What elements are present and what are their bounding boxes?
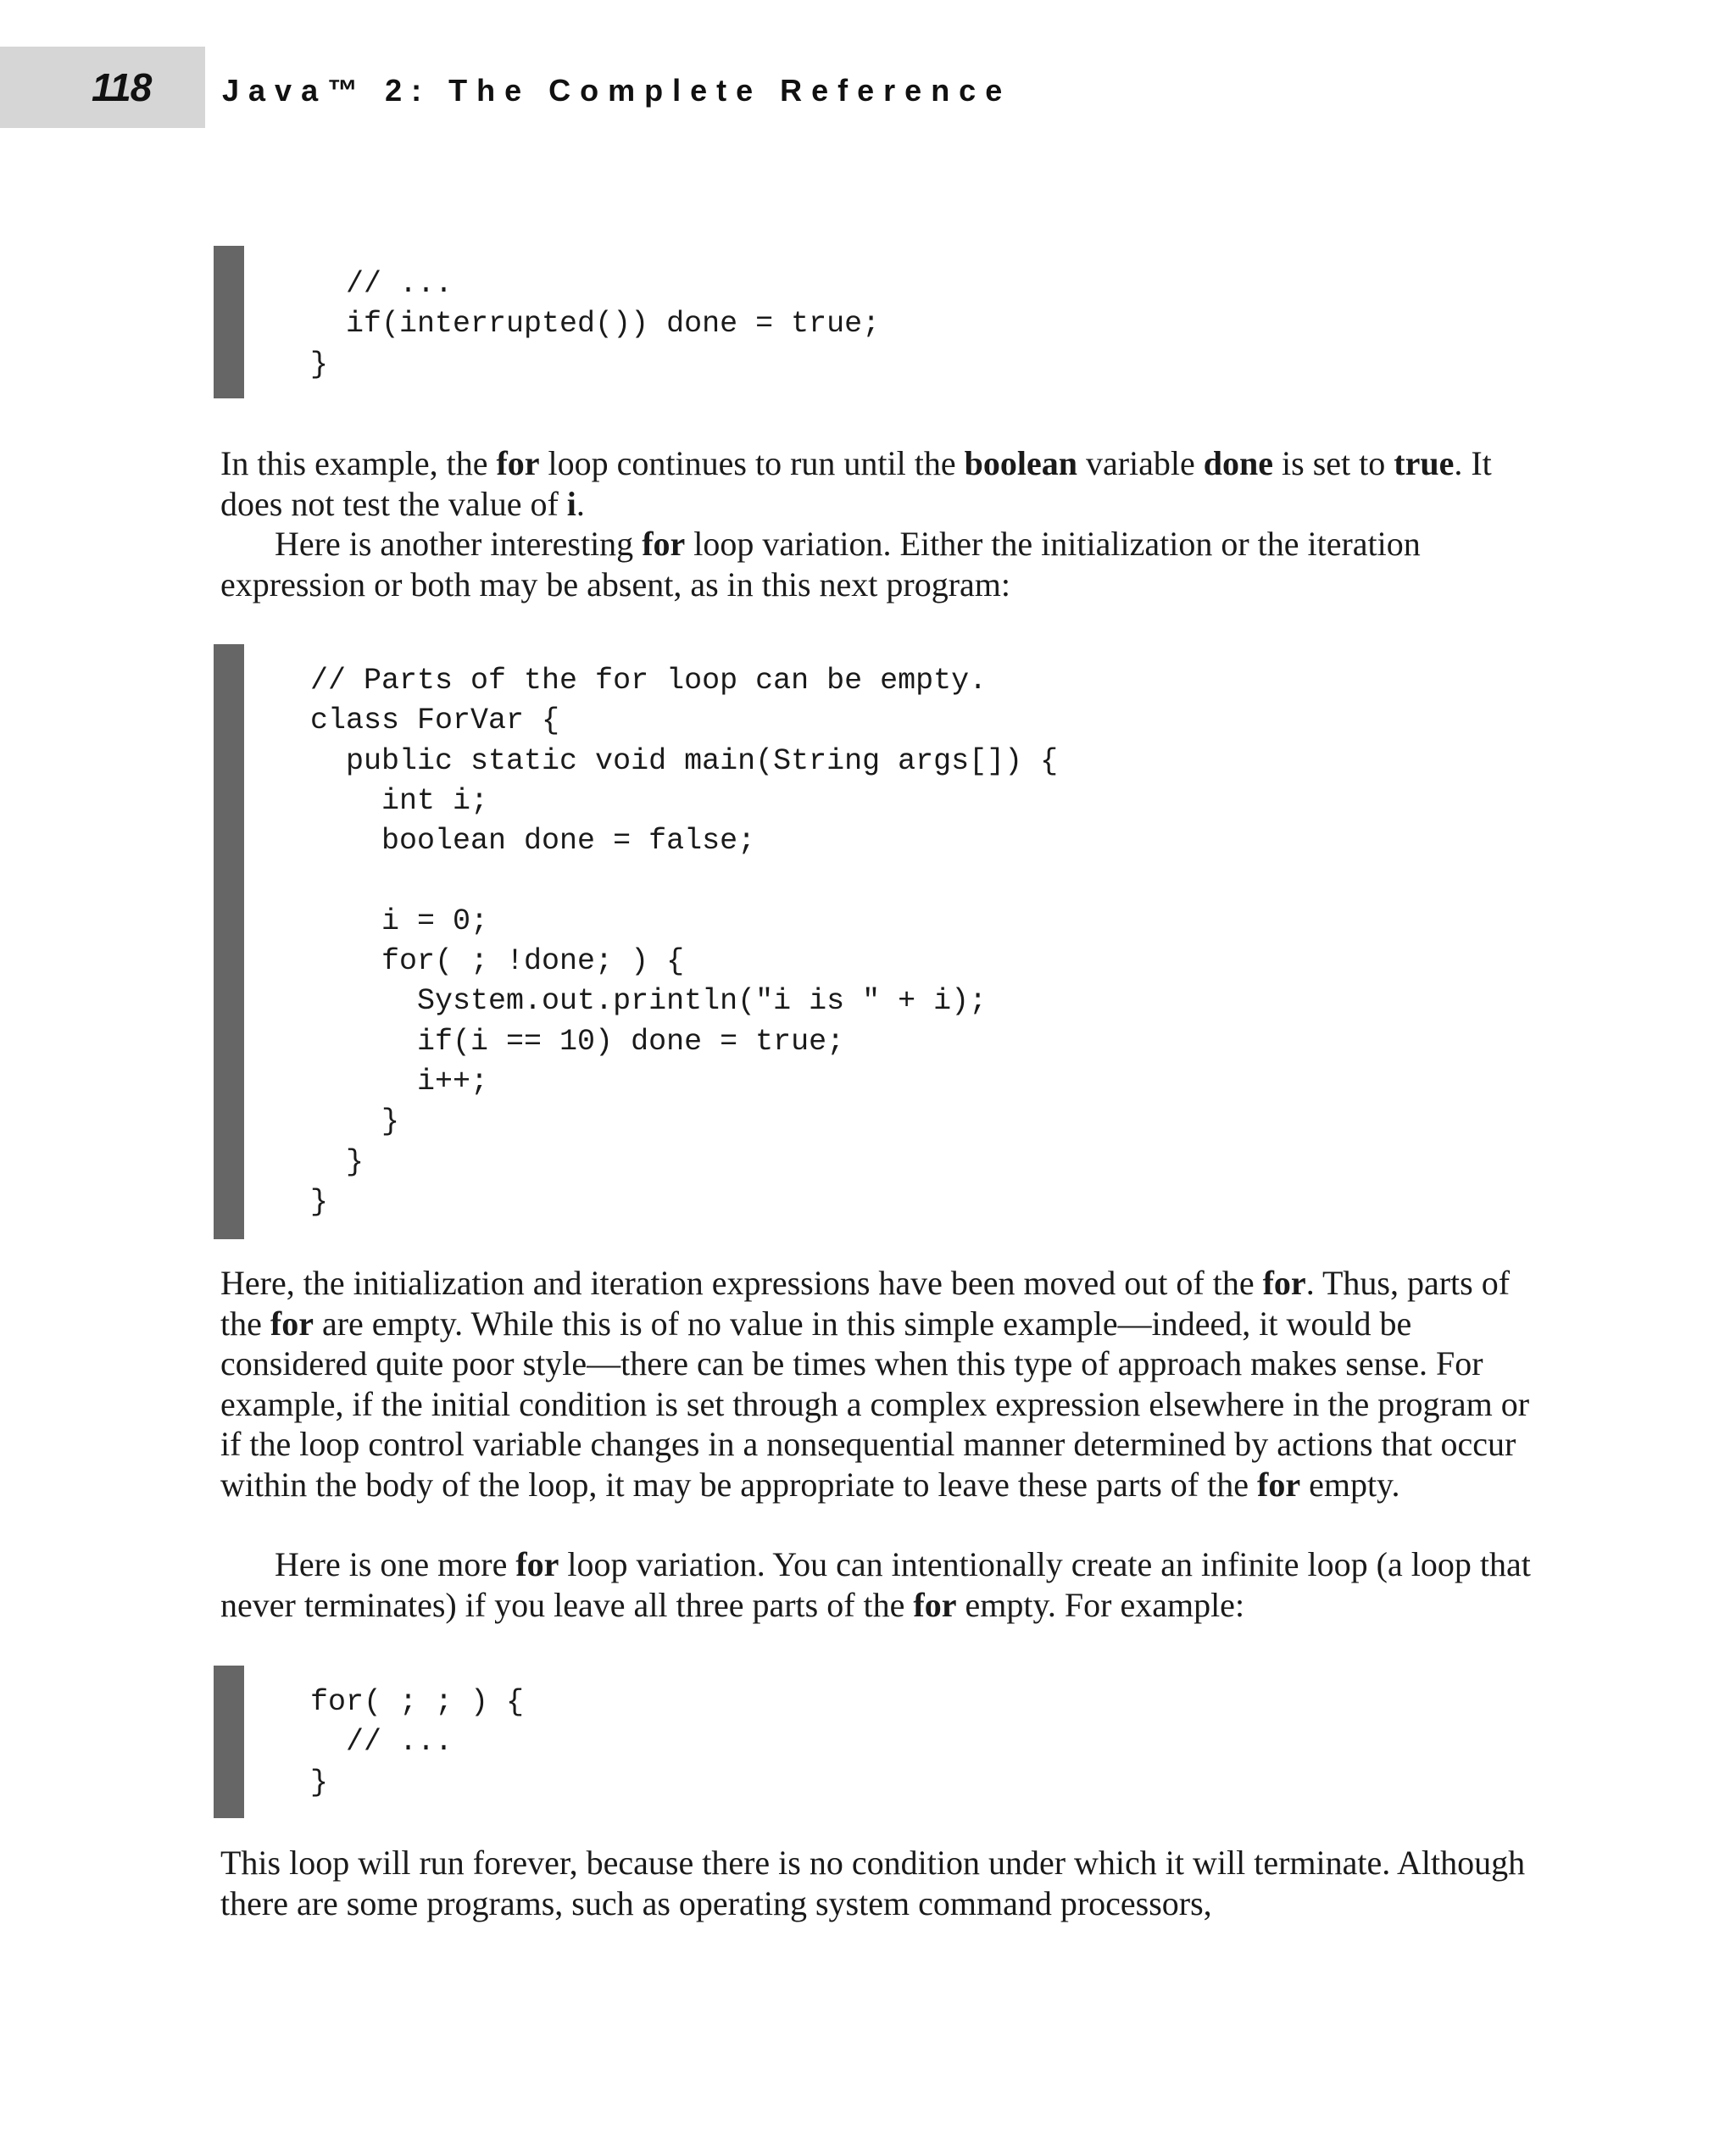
running-head: Java™ 2: The Complete Reference — [222, 73, 1012, 108]
bold-keyword: true — [1394, 444, 1455, 482]
code-block-bar — [214, 644, 244, 1239]
bold-keyword: for — [270, 1304, 314, 1343]
page-number: 118 — [92, 65, 152, 109]
code-listing: for( ; ; ) { // ... } — [310, 1685, 525, 1799]
bold-keyword: i — [566, 484, 576, 523]
bold-keyword: for — [496, 444, 540, 482]
bold-keyword: for — [642, 525, 686, 563]
paragraph: Here is another interesting for loop variation. Either the initialization or the iteration expression or both may be absent, as in this next program: — [220, 525, 1421, 604]
bold-keyword: for — [913, 1585, 957, 1624]
code-listing: // Parts of the for loop can be empty. class ForVar { public static void main(String args[]) { int i; boolean done = false; i = 0; for( ; !done; ) { System.out.println("i is " + i); if(i == 10) done = true; i++; } } } — [310, 664, 1059, 1219]
code-block-bar — [214, 1666, 244, 1818]
paragraph: In this example, the for loop continues to run until the boolean variable done is set to true. It does not test the value of i. — [220, 444, 1492, 523]
code-block-bar — [214, 246, 244, 398]
bold-keyword: boolean — [964, 444, 1077, 482]
bold-keyword: for — [1257, 1465, 1301, 1504]
code-listing: // ... if(interrupted()) done = true; } — [310, 267, 881, 381]
paragraph: Here is one more for loop variation. You can intentionally create an infinite loop (a loop that never terminates) if you leave all three parts of the for empty. For example: — [220, 1545, 1531, 1624]
paragraph: Here, the initialization and iteration expressions have been moved out of the for. Thus, parts of the for are empty. While this is of no value in this simple example—indeed, it would be considered quite poor style—there can be times when this type of approach makes sense. For example, if the initial condition is set through a complex expression elsewhere in the program or if the loop control variable changes in a nonsequential manner determined by actions that occur within the body of the loop, it may be appropriate to leave these parts of the for empty. — [220, 1264, 1530, 1504]
bold-keyword: done — [1203, 444, 1274, 482]
bold-keyword: for — [1262, 1264, 1306, 1302]
paragraph: This loop will run forever, because there is no condition under which it will terminate. Although there are some programs, such as operating system command processors, — [220, 1844, 1526, 1922]
bold-keyword: for — [515, 1545, 559, 1583]
